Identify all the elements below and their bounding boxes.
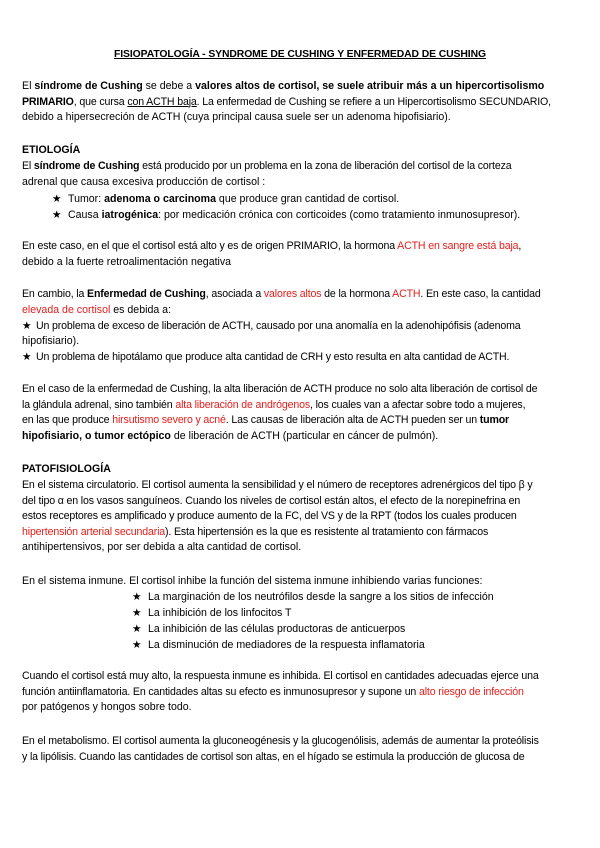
highlight-red: valores altos	[263, 288, 322, 300]
text: Tumor:	[68, 193, 105, 205]
text: de la hormona	[321, 288, 393, 300]
text: de liberación de ACTH (particular en cáncer de pulmón).	[170, 429, 439, 442]
term-sindrome: síndrome de Cushing	[34, 80, 143, 92]
text: ). Esta hipertensión es la que es resistente al tratamiento con fármacos	[165, 525, 489, 538]
star-bullet-icon: ★	[132, 607, 142, 619]
list-item	[52, 208, 520, 224]
section-heading-etiologia: ETIOLOGÍA	[22, 144, 81, 156]
text: en las que produce	[22, 414, 113, 426]
text: y la lipólisis. Cuando las cantidades de cortisol son altas, en el hígado se estimula la producción de glucosa de	[22, 750, 525, 763]
text: La marginación de los neutrófilos desde la sangre a los sitios de infección	[148, 591, 494, 603]
list-item	[22, 350, 509, 366]
text: Cuando el cortisol está muy alto, la respuesta inmune es inhibida. El cortisol en cantidades adecuadas ejerce una	[22, 670, 539, 682]
highlight-red: alta liberación de andrógenos	[175, 398, 310, 411]
text: . Las causas de liberación alta de ACTH pueden ser un	[225, 414, 480, 426]
term-enfermedad: Enfermedad de Cushing	[87, 288, 206, 300]
text: antihipertensivos, por ser debida a alta cantidad de cortisol.	[22, 541, 302, 553]
list-item	[132, 622, 405, 638]
text: La inhibición de las células productoras de anticuerpos	[148, 623, 406, 635]
text: debido a hipersecreción de ACTH (cuya principal causa suele ser un adenoma hipofisiario).	[22, 111, 451, 123]
text: El	[22, 80, 35, 92]
text: que produce gran cantidad de cortisol.	[215, 193, 400, 205]
text: , que cursa	[73, 95, 128, 108]
text: función antiinflamatoria. En cantidades altas su efecto es inmunosupresor y supone un	[22, 685, 419, 698]
section-heading-patofisiologia: PATOFISIOLOGÍA	[22, 463, 111, 475]
emphasis: valores altos de cortisol, se suele atribuir más a un hipercortisolismo	[195, 80, 545, 92]
emphasis: adenoma o carcinoma	[104, 193, 216, 205]
text: La disminución de mediadores de la respuesta inflamatoria	[148, 639, 425, 651]
star-bullet-icon: ★	[52, 209, 62, 221]
list-item	[132, 638, 425, 654]
text: debido a la fuerte retroalimentación negativa	[22, 255, 232, 268]
underlined-acth: con ACTH baja	[127, 95, 197, 108]
antiinflamatoria-paragraph	[22, 669, 578, 716]
metabolismo-paragraph	[22, 734, 578, 765]
star-bullet-icon: ★	[132, 623, 142, 635]
term-sindrome: síndrome de Cushing	[33, 160, 140, 172]
text: por patógenos y hongos sobre todo.	[22, 701, 192, 713]
circulatorio-paragraph	[22, 478, 578, 556]
page-title: FISIOPATOLOGÍA - SYNDROME DE CUSHING Y ENFERMEDAD DE CUSHING	[114, 49, 486, 60]
highlight-red: ACTH	[392, 288, 421, 300]
enfermedad-paragraph	[22, 287, 578, 318]
emphasis: iatrogénica	[101, 209, 159, 221]
text: : por medicación crónica con corticoides (como tratamiento inmunosupresor).	[158, 209, 521, 221]
list-item	[132, 590, 494, 606]
emphasis: hipofisiario, o tumor ectópico	[22, 429, 171, 442]
list-item	[52, 192, 399, 208]
text: En el metabolismo. El cortisol aumenta la gluconeogénesis y la glucogenólisis, además de aumentar la proteólisis	[22, 735, 539, 747]
text: En este caso, en el que el cortisol está alto y es de origen PRIMARIO, la hormona	[22, 240, 398, 252]
emphasis-primario: PRIMARIO	[22, 95, 74, 108]
text: En el sistema circulatorio. El cortisol aumenta la sensibilidad y el número de receptores adrenérgicos del tipo β y	[22, 479, 533, 491]
text: adrenal que causa excesiva producción de cortisol :	[22, 175, 266, 188]
inmune-intro	[22, 574, 578, 590]
text: ,	[518, 240, 522, 252]
text: La inhibición de los linfocitos T	[148, 607, 292, 619]
text: El	[22, 160, 34, 172]
text: . En este caso, la cantidad	[420, 288, 541, 300]
text: la glándula adrenal, sino también	[22, 398, 176, 411]
androgenos-paragraph	[22, 382, 578, 444]
list-item	[22, 319, 521, 335]
list-item-continuation: hipofisiario).	[22, 335, 80, 347]
highlight-red: alto riesgo de infección	[418, 685, 524, 698]
emphasis: tumor	[479, 414, 510, 426]
primario-paragraph	[22, 239, 578, 270]
star-bullet-icon: ★	[52, 193, 62, 205]
text: es debida a:	[110, 303, 172, 316]
text: Un problema de hipotálamo que produce alta cantidad de CRH y esto resulta en alta cantidad de ACTH.	[36, 351, 510, 363]
text: En cambio, la	[22, 288, 88, 300]
highlight-red: hipertensión arterial secundaria	[22, 525, 166, 538]
highlight-red: elevada de cortisol	[22, 303, 111, 316]
text: , asociada a	[205, 288, 264, 300]
star-bullet-icon: ★	[132, 639, 142, 651]
text: En el caso de la enfermedad de Cushing, la alta liberación de ACTH produce no solo alta liberación de cortisol de	[22, 383, 538, 395]
highlight-red: ACTH en sangre está baja	[397, 240, 519, 252]
text: se debe a	[142, 80, 196, 92]
etiologia-paragraph	[22, 159, 578, 190]
text: Causa	[68, 209, 102, 221]
text: . La enfermedad de Cushing se refiere a un Hipercortisolismo SECUNDARIO,	[196, 95, 551, 108]
text: estos receptores es amplificado y produce aumento de la FC, del VS y de la RPT (todos los cuales producen	[22, 510, 517, 522]
star-bullet-icon: ★	[22, 320, 32, 332]
star-bullet-icon: ★	[22, 351, 32, 363]
list-item	[132, 606, 292, 622]
star-bullet-icon: ★	[132, 591, 142, 603]
text: , los cuales van a afectar sobre todo a mujeres,	[309, 398, 526, 411]
intro-paragraph	[22, 79, 578, 126]
text: está producido por un problema en la zona de liberación del cortisol de la corteza	[139, 160, 512, 172]
text: del tipo α en los vasos sanguíneos. Cuando los niveles de cortisol están altos, el efecto de la norepinefrina en	[22, 494, 521, 507]
text: En el sistema inmune. El cortisol inhibe la función del sistema inmune inhibiendo varias funciones:	[22, 575, 483, 587]
highlight-red: hirsutismo severo y acné	[112, 414, 226, 426]
text: Un problema de exceso de liberación de ACTH, causado por una anomalía en la adenohipófisis (adenoma	[36, 320, 521, 332]
